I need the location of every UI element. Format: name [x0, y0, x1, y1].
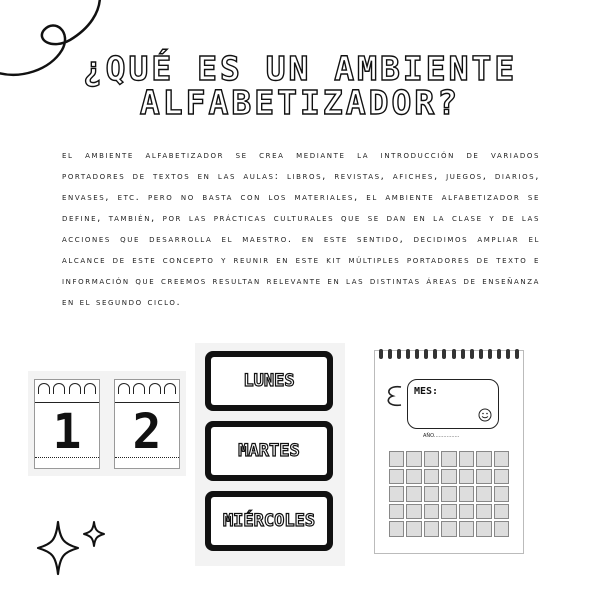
page-title: ¿QUÉ ES UN AMBIENTE ALFABETIZADOR?	[82, 49, 518, 122]
sparkle-icon	[36, 518, 116, 578]
number-card	[34, 379, 100, 469]
weekday-card	[205, 491, 333, 551]
number-cards-preview	[28, 371, 186, 476]
month-label: MES:	[414, 386, 439, 397]
swirl-small-icon	[383, 383, 405, 409]
weekday-card	[205, 421, 333, 481]
smiley-icon	[478, 408, 492, 422]
year-label: AÑO................	[423, 433, 460, 439]
calendar-grid	[389, 451, 509, 537]
number-card-digit: 2	[132, 404, 162, 460]
weekday-label: LUNES	[243, 371, 295, 391]
number-card	[114, 379, 180, 469]
weekday-cards-preview	[195, 343, 345, 566]
body-paragraph: el ambiente alfabetizador se crea mediante la introducción de variados portadores de textos en las aulas: libros, revistas, afiches, juegos, diarios, envases, etc. pero no basta con los materiales, el ambiente alfabetizador se define, también, por las prácticas culturales que se dan en la clase y de las acciones que desarrolla el maestro. en este sentido, decidimos ampliar el alcance de este concepto y reunir en este kit múltiples portadores de texto e información que creemos resultan relevante en las distintas áreas de enseñanza en el segundo ciclo.	[62, 150, 540, 308]
weekday-label: MARTES	[238, 441, 300, 461]
calendar-page-preview	[374, 350, 524, 554]
month-box	[407, 379, 499, 429]
weekday-card	[205, 351, 333, 411]
weekday-label: MIÉRCOLES	[222, 511, 316, 531]
number-card-digit: 1	[52, 404, 82, 460]
spiral-binding	[379, 349, 519, 359]
